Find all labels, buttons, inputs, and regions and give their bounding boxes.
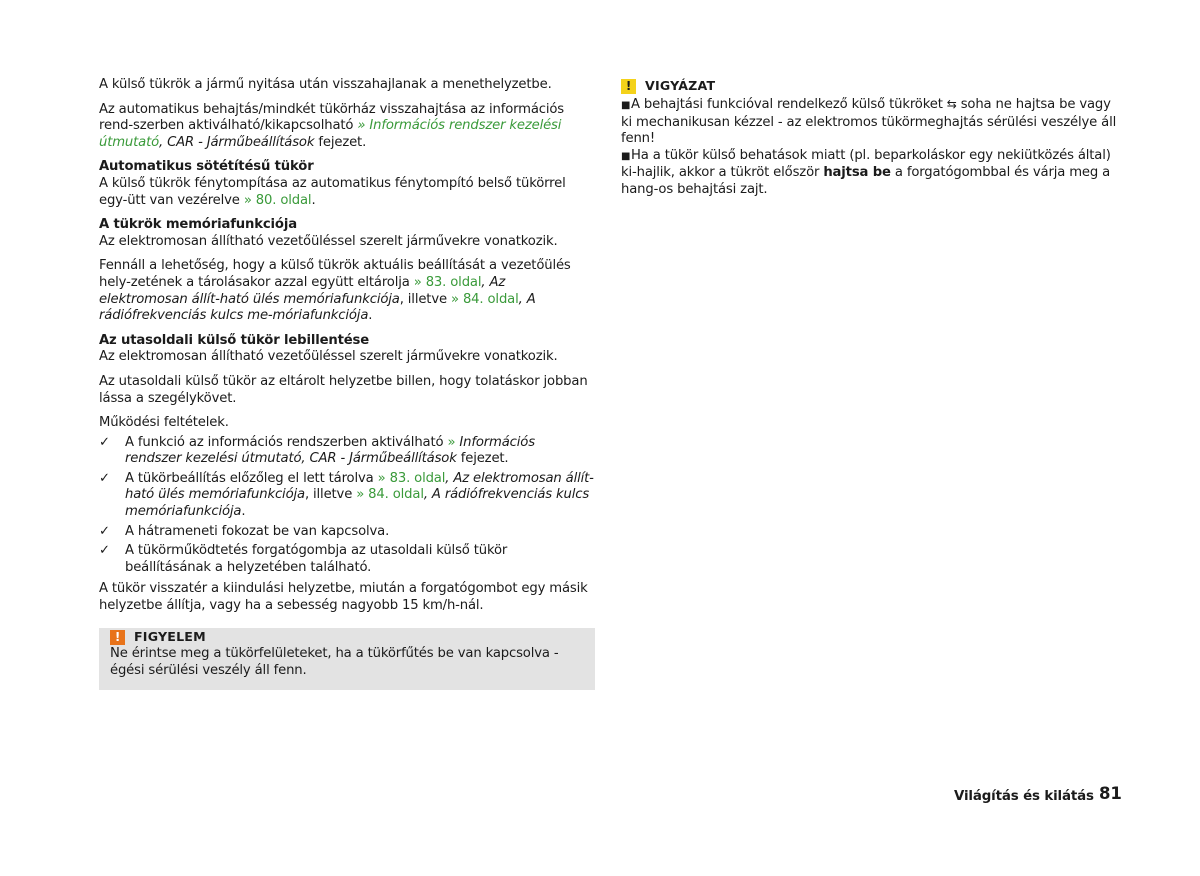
text-bold: hajtsa be <box>823 165 891 181</box>
text: soha ne hajtsa be vagy ki mechanikusan kézzel - az elektromos tükörmeghajtás sérülési veszélye áll fenn! <box>621 97 1117 147</box>
paragraph <box>99 176 595 209</box>
section-heading: A tükrök memóriafunkciója <box>99 217 297 233</box>
list-item <box>99 435 595 468</box>
text: Az automatikus behajtás/mindkét tükörház visszahajtása az információs rend-szerben aktiválható/kikapcsolható <box>99 101 565 134</box>
text: Fennáll a lehetőség, hogy a külső tükrök aktuális beállítását a vezetőülés hely-zetének a tárolásakor azzal együtt eltárolja <box>99 258 571 290</box>
paragraph: A tükör visszatér a kiindulási helyzetbe, miután a forgatógombot egy másik helyzetbe állítja, vagy ha a sebesség nagyobb 15 km/h-nál. <box>99 581 588 614</box>
check-icon: ✓ <box>99 470 110 486</box>
conditions-list <box>99 435 595 577</box>
paragraph: Az utasoldali külső tükör az eltárolt helyzetbe billen, hogy tolatáskor jobban lássa a szegélykövet. <box>99 373 588 406</box>
footer-section-title: Világítás és kilátás <box>954 789 1094 804</box>
caution-header <box>621 78 1118 95</box>
cross-reference-link[interactable]: » 83. oldal <box>377 470 446 486</box>
text: A behajtási funkcióval rendelkező külső tükröket <box>631 97 947 112</box>
warning-header <box>110 629 583 646</box>
caution-item <box>621 96 1118 148</box>
text: A funkció az információs rendszerben aktiválható <box>125 434 448 450</box>
cross-reference-link[interactable]: » 84. oldal <box>450 291 519 307</box>
text: A tükörbeállítás előzőleg el lett tárolva <box>125 470 378 486</box>
text-italic: , Az elektromosan állít-ható ülés memóriafunkciója <box>125 470 594 503</box>
check-icon: ✓ <box>99 434 110 450</box>
text-italic: , A rádiófrekvenciás kulcs memóriafunkciója <box>125 487 590 520</box>
text: fejezet. <box>314 134 367 150</box>
text: . <box>311 192 316 208</box>
cross-reference-link[interactable]: » Információs rendszer kezelési útmutató <box>99 118 562 150</box>
text-italic: , Az elektromosan állít-ható ülés memóriafunkciója <box>99 274 506 307</box>
text: . <box>241 504 246 520</box>
text-italic: , CAR - Járműbeállítások <box>159 134 315 150</box>
bullet-icon: ■ <box>621 100 631 111</box>
check-icon: ✓ <box>99 523 110 539</box>
check-icon: ✓ <box>99 543 110 559</box>
section-heading: Automatikus sötétítésű tükör <box>99 159 314 175</box>
text: A hátrameneti fokozat be van kapcsolva. <box>125 523 390 539</box>
text-italic: , A rádiófrekvenciás kulcs me-móriafunkciója <box>99 291 536 324</box>
paragraph <box>99 102 595 152</box>
page-number: 81 <box>1099 784 1122 803</box>
exclamation-icon: ! <box>110 630 125 645</box>
text: a forgatógombbal és várja meg a hang-os behajtási zajt. <box>621 165 1111 197</box>
paragraph: Működési feltételek. <box>99 415 229 431</box>
text: fejezet. <box>456 451 509 467</box>
warning-text: Ne érintse meg a tükörfelületeket, ha a tükörfűtés be van kapcsolva - égési sérülési veszély áll fenn. <box>110 646 559 678</box>
text: A tükörműködtetés forgatógombja az utasoldali külső tükör beállításának a helyzetében található. <box>125 543 508 575</box>
list-item <box>99 471 595 521</box>
text: , illetve <box>304 487 357 503</box>
text-italic: Információs rendszer kezelési útmutató, CAR - Járműbeállítások <box>125 434 535 467</box>
paragraph: A külső tükrök a jármű nyitása után visszahajlanak a menethelyzetbe. <box>99 77 552 92</box>
cross-reference-link[interactable]: » <box>447 434 460 450</box>
left-column <box>99 77 595 615</box>
warning-box <box>99 628 595 690</box>
paragraph <box>99 258 595 324</box>
cross-reference-link[interactable]: » 80. oldal <box>243 192 312 208</box>
text: . <box>368 308 373 324</box>
text: Ha a tükör külső behatások miatt (pl. beparkoláskor egy nekiütközés által) ki-hajlik, akkor a tükröt először <box>621 147 1111 181</box>
bullet-icon: ■ <box>621 150 631 162</box>
mirror-fold-icon: ⇆ <box>946 97 957 111</box>
cross-reference-link[interactable]: » 84. oldal <box>356 487 424 503</box>
warning-title: FIGYELEM <box>134 629 206 645</box>
caution-title: VIGYÁZAT <box>645 78 716 94</box>
section-heading: Az utasoldali külső tükör lebillentése <box>99 332 370 348</box>
list-item <box>99 543 595 576</box>
exclamation-icon: ! <box>621 79 636 94</box>
caution-item <box>621 148 1118 199</box>
text: A külső tükrök fénytompítása az automatikus fénytompító belső tükörrel egy-ütt van vezérelve <box>99 175 566 208</box>
paragraph: Az elektromosan állítható vezetőüléssel szerelt járművekre vonatkozik. <box>99 349 558 365</box>
cross-reference-link[interactable]: » 83. oldal <box>413 274 482 290</box>
list-item <box>99 524 595 541</box>
text: , illetve <box>399 291 451 307</box>
paragraph: Az elektromosan állítható vezetőüléssel szerelt járművekre vonatkozik. <box>99 233 558 249</box>
right-column <box>621 78 1118 199</box>
